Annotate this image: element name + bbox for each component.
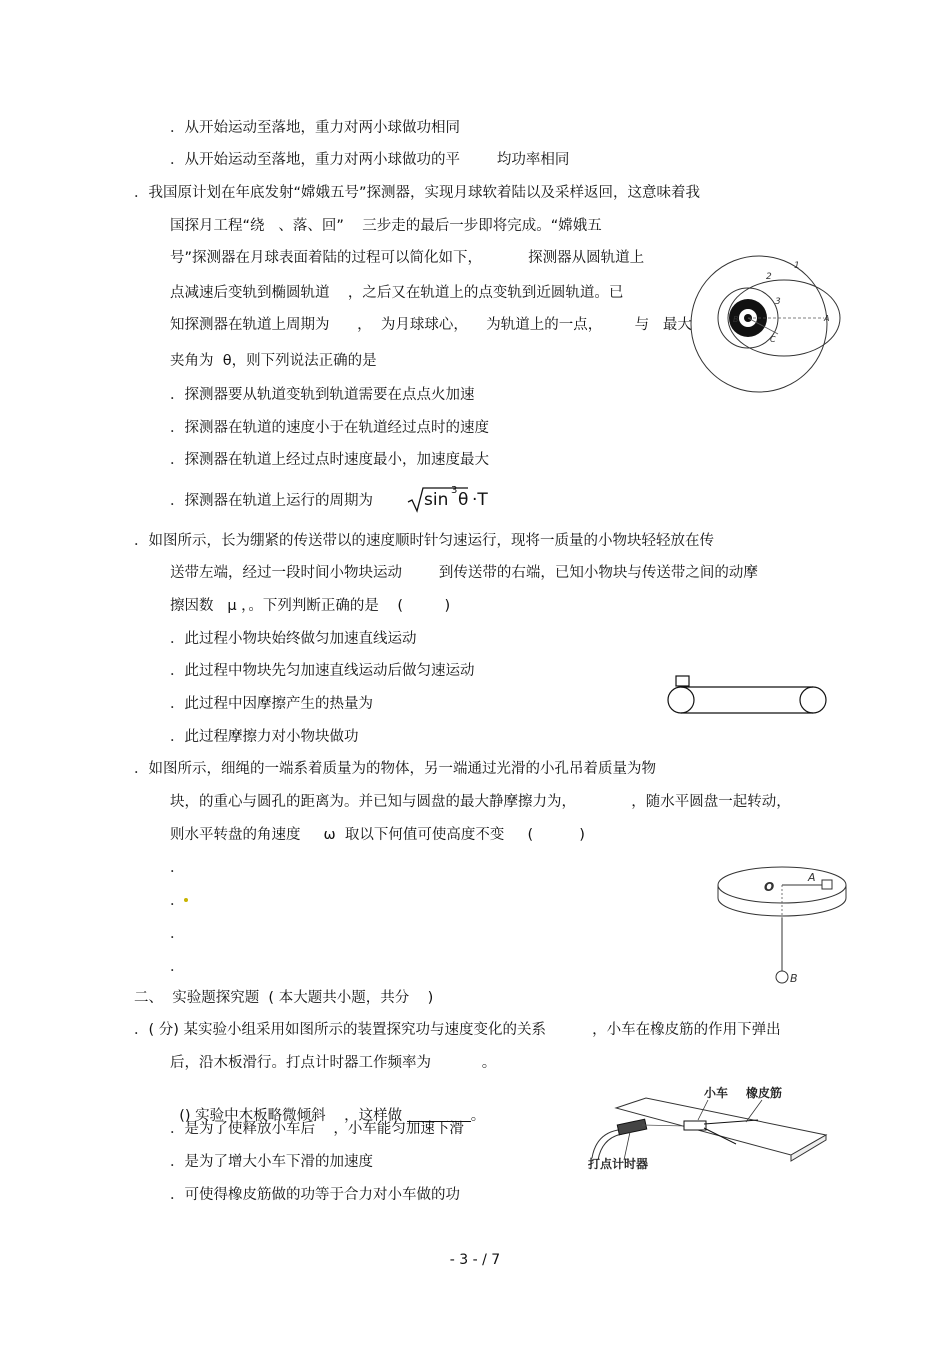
- conveyor-figure: [662, 672, 834, 718]
- period-formula: [406, 484, 496, 519]
- option-line: ．是为了增大小车下滑的加速度: [170, 1154, 373, 1170]
- disk-figure: [714, 860, 854, 990]
- option-line: ．: [170, 926, 185, 942]
- option-line: ．从开始运动至落地，重力对两小球做功相同: [170, 120, 460, 136]
- option-line: ．探测器在轨道上运行的周期为: [170, 493, 373, 509]
- question-line: 后，沿木板滑行。打点计时器工作频率为 。: [170, 1055, 497, 1071]
- question-line: 擦因数 μ ，。下列判断正确的是 ( ): [170, 598, 451, 614]
- orbit-label-c: C: [770, 335, 776, 344]
- orbit-label-1: 1: [794, 261, 800, 271]
- option-line: ．探测器在轨道上经过点时速度最小，加速度最大: [170, 452, 489, 468]
- section-heading: 二、 实验题探究题 ( 本大题共小题，共分 ): [134, 990, 434, 1006]
- disk-label-b: B: [790, 972, 798, 985]
- subquestion-text: () 实验中木板略微倾斜 ，这样做: [179, 1108, 407, 1124]
- orbit-label-a: A: [824, 314, 830, 323]
- rubber-band-label: 橡皮筋: [746, 1086, 783, 1100]
- option-line: ．此过程中因摩擦产生的热量为: [170, 696, 373, 712]
- formula-exponent: 3: [451, 485, 458, 496]
- question-line: 国探月工程“绕 、落、回” 三步走的最后一步即将完成。“嫦娥五: [170, 218, 602, 234]
- cart-label: 小车: [704, 1086, 729, 1100]
- option-line: ．此过程小物块始终做匀加速直线运动: [170, 631, 417, 647]
- option-line: ．探测器在轨道的速度小于在轨道经过点时的速度: [170, 420, 489, 436]
- option-line: ．此过程中物块先匀加速直线运动后做匀速运动: [170, 663, 475, 679]
- option-line: ．: [170, 860, 185, 876]
- formula-sin: sin: [424, 490, 449, 510]
- orbit-label-2: 2: [766, 272, 772, 282]
- option-line: ．可使得橡皮筋做的功等于合力对小车做的功: [170, 1187, 460, 1203]
- question-line: ．如图所示，长为绷紧的传送带以的速度顺时针匀速运行，现将一质量的小物块轻轻放在传: [134, 533, 714, 549]
- left-pulley: [668, 687, 694, 713]
- question-line: 则水平转盘的角速度 ω 取以下何值可使高度不变 ( ): [170, 827, 585, 843]
- disk-label-o: O: [764, 880, 775, 894]
- option-line: ．: [170, 893, 185, 909]
- question-line: 块，的重心与圆孔的距离为。并已知与圆盘的最大静摩擦力为， ，随水平圆盘一起转动，: [170, 794, 791, 810]
- block: [676, 676, 689, 686]
- formula-theta: θ: [458, 490, 469, 510]
- timer-label: 打点计时器: [588, 1157, 649, 1170]
- right-pulley: [800, 687, 826, 713]
- option-line: ．探测器要从轨道变轨到轨道需要在点点火加速: [170, 387, 475, 403]
- cart-figure: [586, 1078, 831, 1170]
- question-line: ．( 分) 某实验小组采用如图所示的装置探究功与速度变化的关系 ，小车在橡皮筋的作用下弹出: [134, 1022, 781, 1038]
- question-line: 点减速后变轨到椭圆轨道 ，之后又在轨道上的点变轨到近圆轨道。已: [170, 285, 624, 301]
- option-line: ．是为了使释放小车后 ，小车能匀加速下滑: [170, 1121, 464, 1137]
- question-line: 知探测器在轨道上周期为 ， 为月球球心， 为轨道上的一点， 与 最大: [170, 317, 692, 333]
- orbit-label-b: B: [733, 315, 739, 324]
- orbit-label-3: 3: [775, 297, 781, 307]
- question-line: ．如图所示，细绳的一端系着质量为的物体，另一端通过光滑的小孔吊着质量为物: [134, 761, 656, 777]
- formula-tail: ·T: [472, 490, 488, 510]
- disk-label-a: A: [808, 871, 816, 884]
- question-line: 送带左端，经过一段时间小物块运动 到传送带的右端，已知小物块与传送带之间的动摩: [170, 565, 758, 581]
- option-line: ．: [170, 959, 185, 975]
- option-line: ．从开始运动至落地，重力对两小球做功的平 均功率相同: [170, 152, 570, 168]
- question-line: 夹角为 θ，则下列说法正确的是: [170, 353, 377, 369]
- question-line: ．我国原计划在年底发射“嫦娥五号”探测器，实现月球软着陆以及采样返回，这意味着我: [134, 185, 701, 201]
- stray-mark: [184, 898, 188, 902]
- subquestion-end: 。: [470, 1108, 486, 1124]
- option-line: ．此过程摩擦力对小物块做功: [170, 729, 359, 745]
- orbit-figure: [684, 254, 844, 399]
- page-number: - 3 - / 7: [449, 1252, 501, 1268]
- question-line: 号”探测器在月球表面着陆的过程可以简化如下， 探测器从圆轨道上: [170, 250, 645, 266]
